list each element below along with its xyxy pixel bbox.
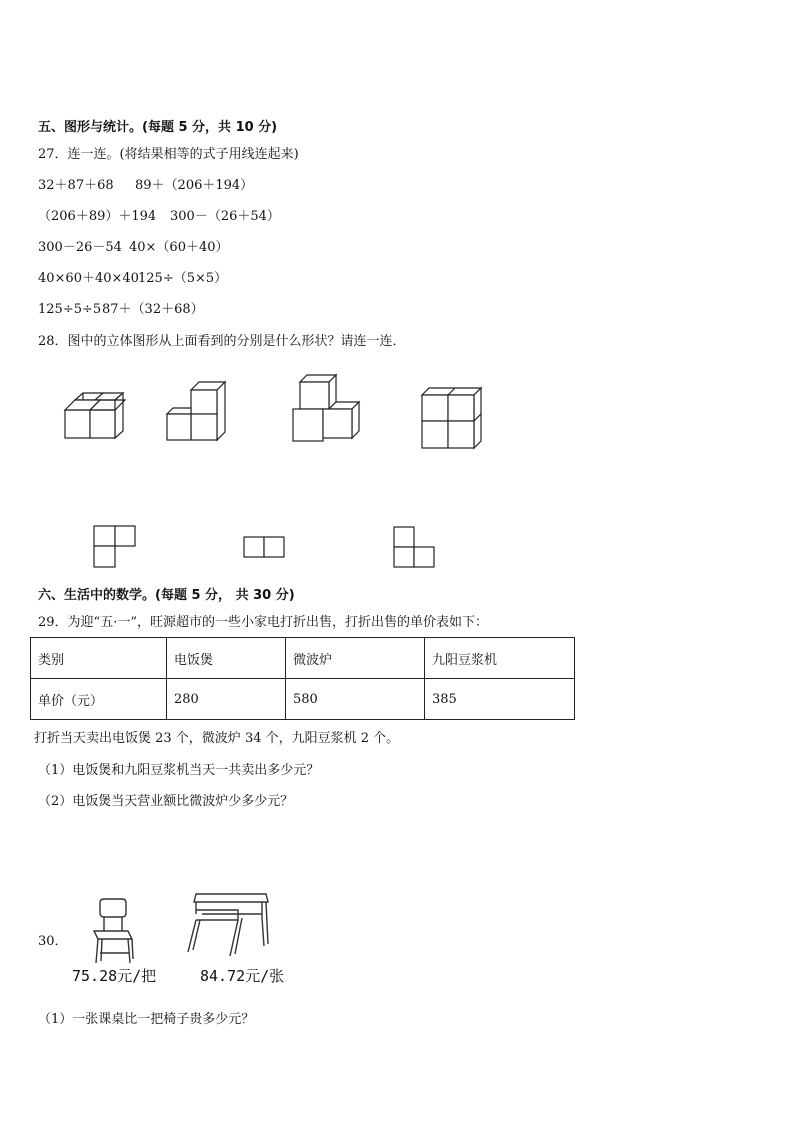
q27-right-expr-5: 87＋（32＋68） xyxy=(102,302,204,317)
table-cell: 580 xyxy=(286,679,425,720)
table-cell: 280 xyxy=(167,679,286,720)
price-table xyxy=(30,637,575,720)
section-5-heading: 五、图形与统计。(每题 5 分，共 10 分) xyxy=(38,120,278,135)
section-6-heading: 六、生活中的数学。(每题 5 分， 共 30 分) xyxy=(38,588,295,603)
top-view-1 xyxy=(92,524,138,570)
q27-left-expr-2: （206＋89）＋194 xyxy=(38,209,157,224)
table-row xyxy=(31,679,575,720)
solid-figure-1 xyxy=(60,392,130,440)
top-view-2 xyxy=(242,535,288,561)
q27-left-expr-5: 125÷5÷5 xyxy=(38,302,102,317)
desk-icon xyxy=(182,890,272,958)
table-cell: 九阳豆浆机 xyxy=(425,638,575,679)
desk-price-label: 84.72元/张 xyxy=(200,967,285,985)
solid-figure-2 xyxy=(163,378,228,442)
table-cell: 电饭煲 xyxy=(167,638,286,679)
q30-number: 30． xyxy=(38,934,68,949)
q27-right-expr-1: 89＋（206＋194） xyxy=(135,178,254,193)
table-row xyxy=(31,638,575,679)
chair-price-label: 75.28元/把 xyxy=(72,967,157,985)
q27-left-expr-1: 32＋87＋68 xyxy=(38,178,114,193)
q29-sold-text: 打折当天卖出电饭煲 23 个，微波炉 34 个，九阳豆浆机 2 个。 xyxy=(34,731,400,746)
table-cell: 385 xyxy=(425,679,575,720)
solid-figure-3 xyxy=(290,373,362,445)
q27-right-expr-3: 40×（60＋40） xyxy=(129,240,229,255)
q27-left-expr-3: 300－26－54 xyxy=(38,240,122,255)
q27-right-expr-2: 300－（26＋54） xyxy=(170,209,280,224)
q27-right-expr-4: 125÷（5×5） xyxy=(138,271,228,286)
table-cell: 类别 xyxy=(31,638,167,679)
q27-title: 27．连一连。(将结果相等的式子用线连起来) xyxy=(38,147,299,162)
table-cell: 微波炉 xyxy=(286,638,425,679)
q29-sub-question-2: （2）电饭煲当天营业额比微波炉少多少元？ xyxy=(38,794,294,809)
q29-sub-question-1: （1）电饭煲和九阳豆浆机当天一共卖出多少元？ xyxy=(38,763,320,778)
top-view-3 xyxy=(392,525,438,571)
table-cell: 单价（元） xyxy=(31,679,167,720)
q28-title: 28．图中的立体图形从上面看到的分别是什么形状？请连一连． xyxy=(38,334,406,349)
q30-sub-question-1: （1）一张课桌比一把椅子贵多少元？ xyxy=(38,1012,255,1027)
chair-icon xyxy=(88,897,138,967)
q29-title: 29．为迎“五·一”，旺源超市的一些小家电打折出售，打折出售的单价表如下： xyxy=(38,615,488,630)
q27-left-expr-4: 40×60＋40×40 xyxy=(38,271,139,286)
solid-figure-4 xyxy=(418,384,484,450)
